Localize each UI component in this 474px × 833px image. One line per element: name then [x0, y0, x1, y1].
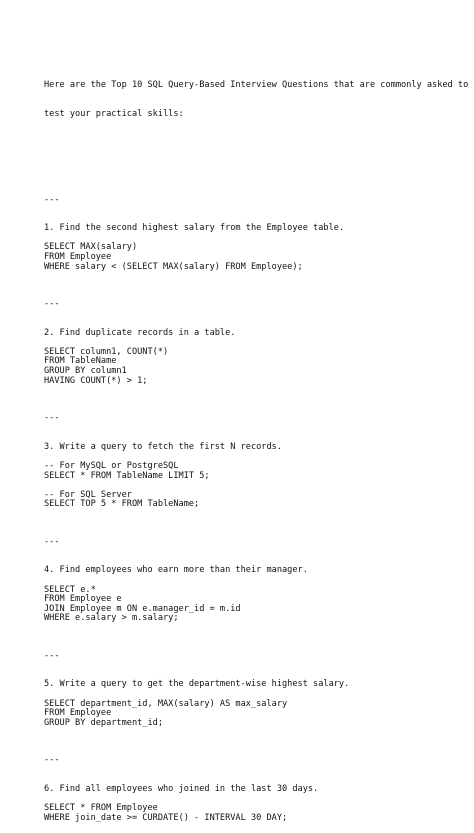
- code-block: [44, 462, 454, 481]
- section-separator: ---: [44, 650, 60, 661]
- code-line: WHERE join_date >= CURDATE() - INTERVAL 30 DAY;: [44, 812, 288, 823]
- section-separator: ---: [44, 299, 60, 310]
- spacer: [44, 795, 454, 805]
- code-line: SELECT MAX(salary): [44, 242, 138, 253]
- spacer: [44, 728, 454, 756]
- code-line: SELECT * FROM Employee: [44, 803, 158, 814]
- code-line: GROUP BY column1: [44, 366, 127, 377]
- code-line: SELECT column1, COUNT(*): [44, 346, 169, 357]
- code-line: -- For SQL Server: [44, 489, 132, 500]
- code-line: FROM Employee: [44, 252, 112, 262]
- code-line: WHERE salary < (SELECT MAX(salary) FROM Employee);: [44, 261, 303, 272]
- code-line: FROM TableName: [44, 356, 117, 367]
- question-title: 6. Find all employees who joined in the last 30 days.: [44, 783, 319, 794]
- question-title: 4. Find employees who earn more than their manager.: [44, 565, 308, 576]
- spacer: [44, 424, 454, 443]
- spacer: [44, 624, 454, 652]
- code-block: [44, 243, 454, 272]
- intro-line: test your practical skills:: [44, 109, 184, 120]
- code-block: [44, 700, 454, 729]
- question-title: 1. Find the second highest salary from the Employee table.: [44, 223, 345, 234]
- code-line: SELECT * FROM TableName LIMIT 5;: [44, 470, 210, 481]
- spacer: [44, 690, 454, 700]
- spacer: [44, 661, 454, 680]
- spacer: [44, 386, 454, 414]
- spacer: [44, 510, 454, 538]
- spacer: [44, 310, 454, 329]
- code-line: HAVING COUNT(*) > 1;: [44, 375, 148, 386]
- question-title: 5. Write a query to get the department-wise highest salary.: [44, 679, 350, 690]
- section-separator: ---: [44, 755, 60, 766]
- intro-paragraph: [44, 62, 469, 139]
- question-title: 3. Write a query to fetch the first N records.: [44, 441, 282, 452]
- code-line: SELECT e.*: [44, 584, 96, 595]
- code-line: WHERE e.salary > m.salary;: [44, 613, 179, 624]
- intro-line: Here are the Top 10 SQL Query-Based Interview Questions that are commonly asked to: [44, 80, 469, 91]
- code-line: SELECT department_id, MAX(salary) AS max_salary: [44, 698, 288, 709]
- code-block: [44, 348, 454, 386]
- section-separator: ---: [44, 536, 60, 547]
- code-line: -- For MySQL or PostgreSQL: [44, 460, 179, 471]
- code-block: [44, 804, 454, 823]
- spacer: [44, 205, 454, 224]
- question-list: [44, 168, 454, 824]
- spacer: [44, 576, 454, 586]
- spacer: [44, 547, 454, 566]
- section-separator: ---: [44, 194, 60, 205]
- code-line: JOIN Employee m ON e.manager_id = m.id: [44, 603, 241, 614]
- document-page: [44, 43, 469, 833]
- code-line: SELECT TOP 5 * FROM TableName;: [44, 499, 200, 510]
- code-line: GROUP BY department_id;: [44, 717, 163, 728]
- spacer: [44, 272, 454, 300]
- code-line: FROM Employee e: [44, 594, 122, 605]
- spacer: [44, 766, 454, 785]
- section-separator: ---: [44, 413, 60, 424]
- code-line: FROM Employee: [44, 708, 112, 719]
- code-block: [44, 586, 454, 624]
- spacer: [44, 168, 454, 196]
- question-title: 2. Find duplicate records in a table.: [44, 327, 236, 338]
- code-block: [44, 491, 454, 510]
